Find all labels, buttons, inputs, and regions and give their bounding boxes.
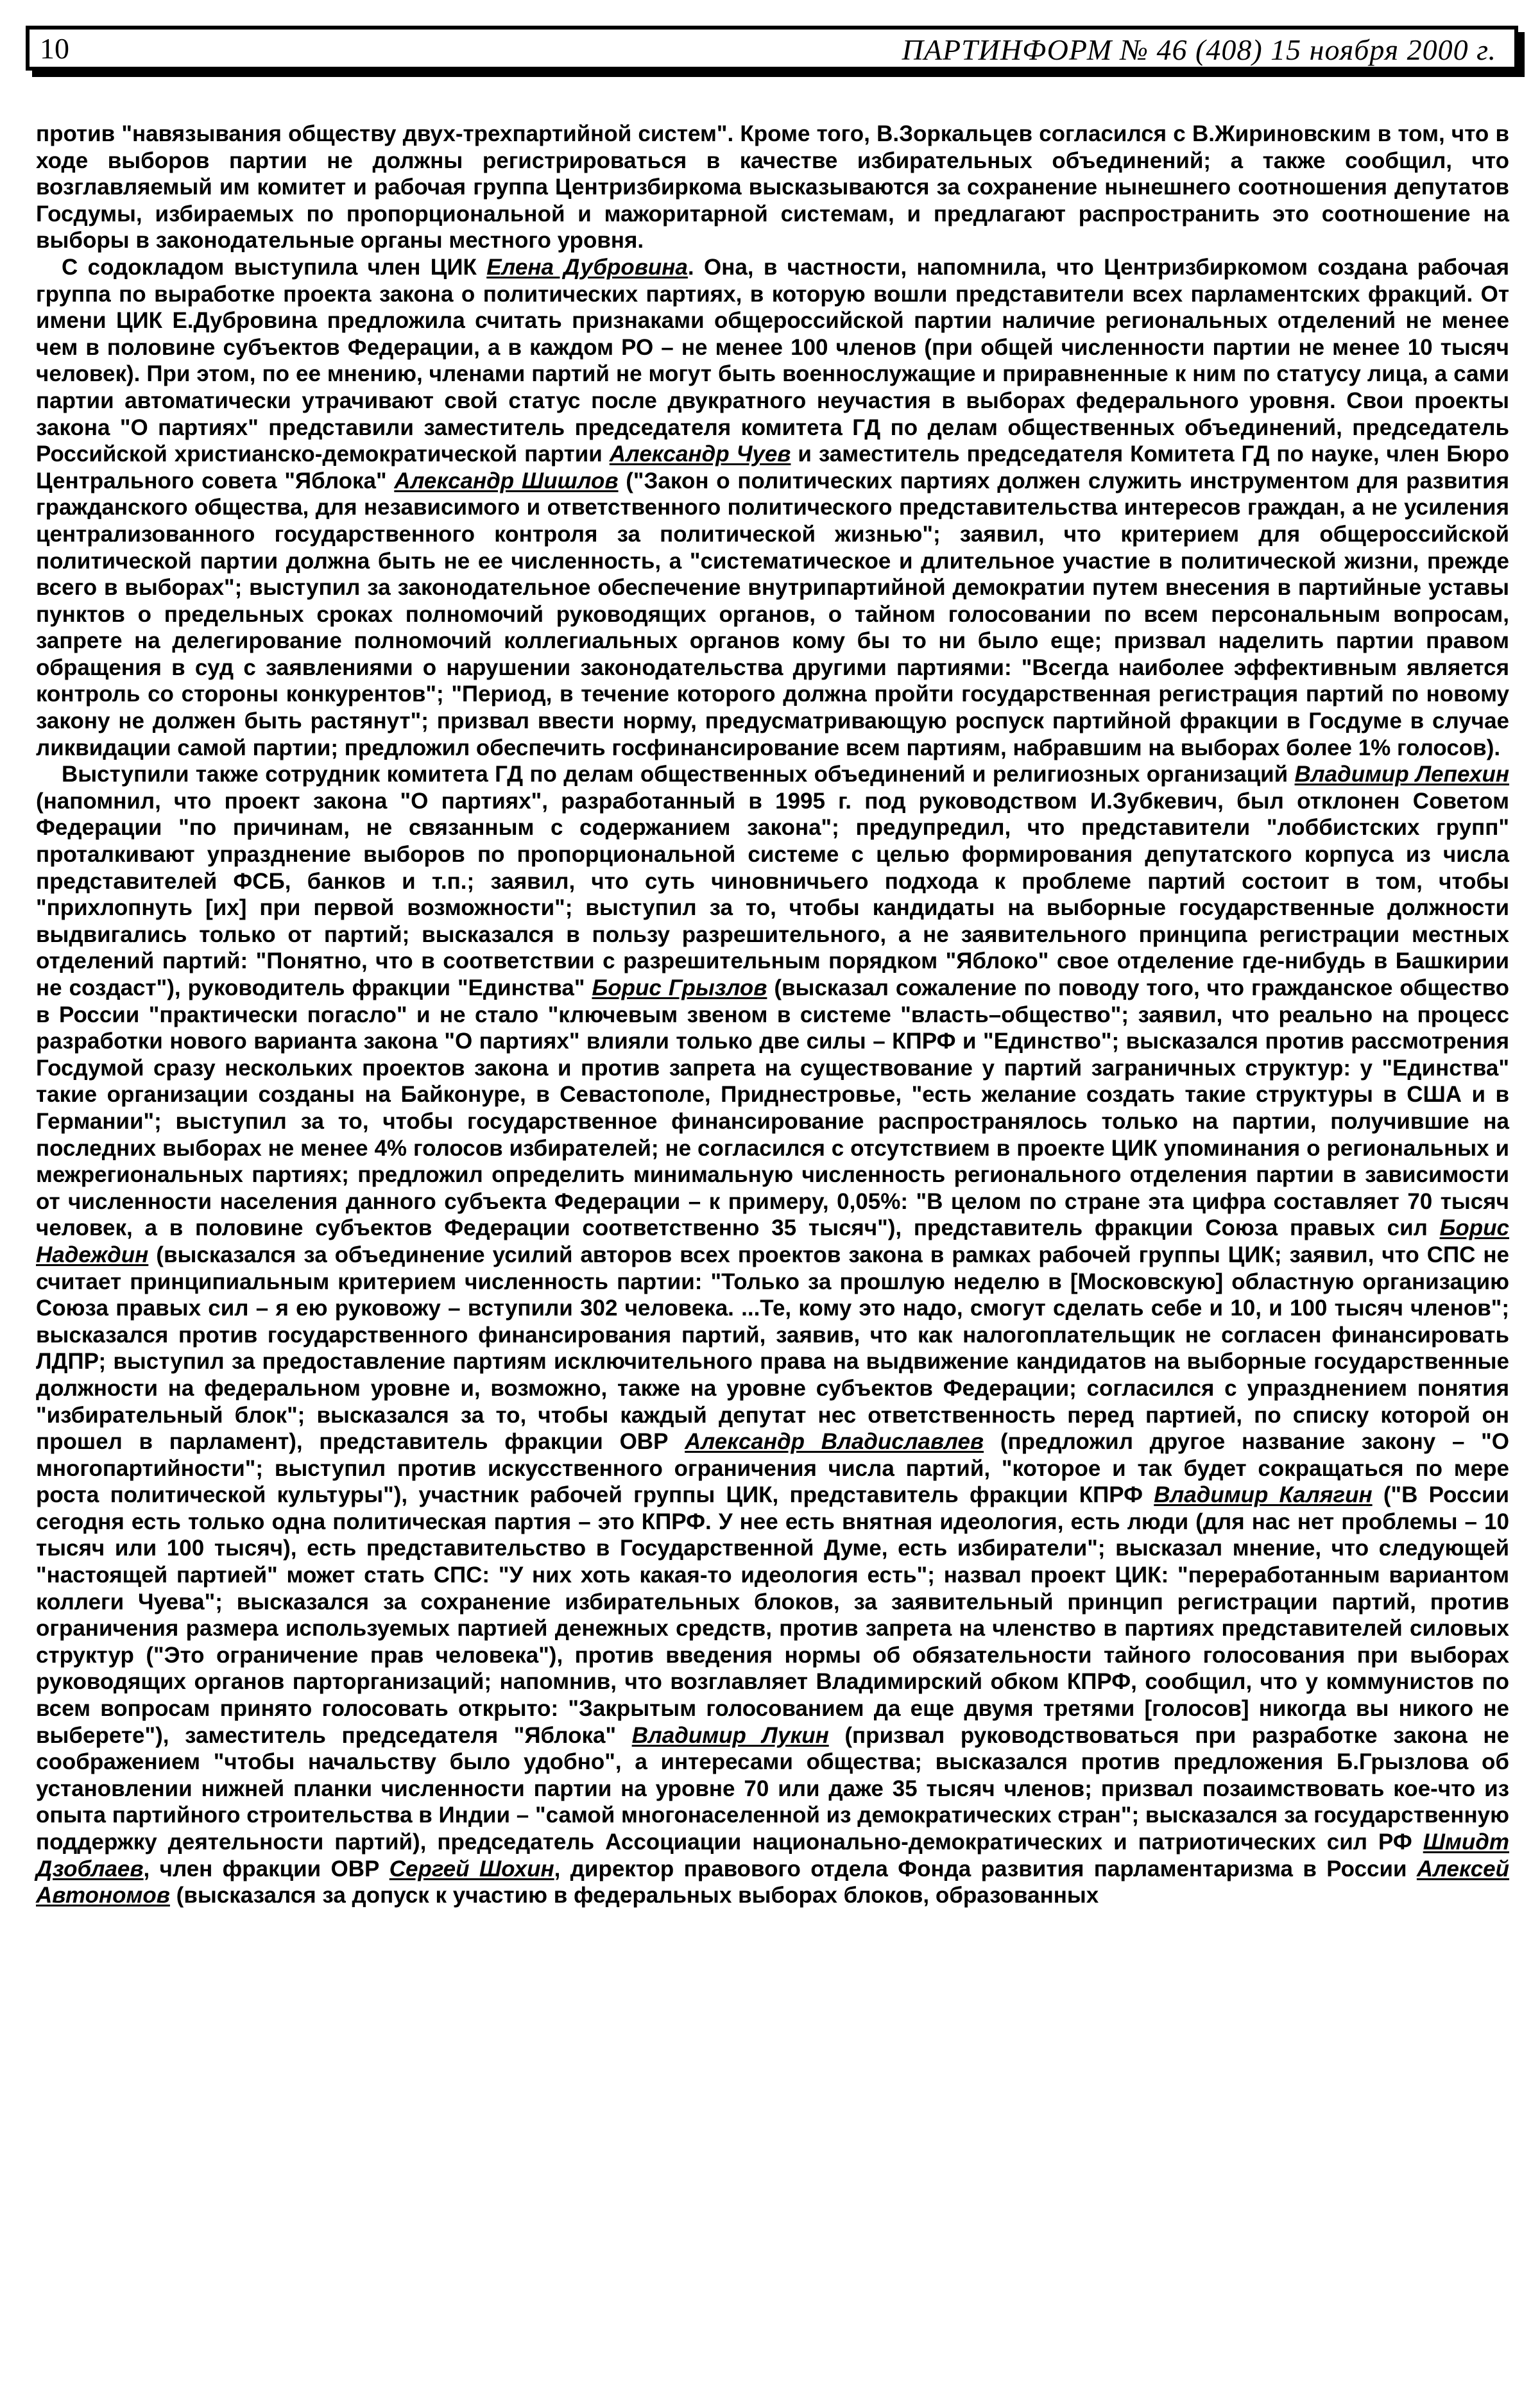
person-name: Владимир Лепехин (1294, 762, 1509, 787)
paragraph-text: Выступили также сотрудник комитета ГД по делам общественных объединений и религиозных организаций (62, 762, 1295, 787)
masthead-title: ПАРТИНФОРМ № 46 (408) 15 ноября 2000 г. (902, 33, 1496, 66)
paragraph-text: (высказался за допуск к участию в федеральных выборах блоков, образованных (169, 1883, 1099, 1908)
paragraph-text: против "навязывания обществу двух-трехпартийной систем". Кроме того, В.Зоркальцев согласился с В.Жириновским в том, что в ходе выборов партии не должны регистрироваться в качестве избирательных объединений; а также сообщил, что возглавляемый им комитет и рабочая группа Центризбиркома высказываются за сохранение нынешнего соотношения депутатов Госдумы, избираемых по пропорциональной и мажоритарной системам, и предлагают распространить это соотношение на выборы в законодательные органы местного уровня. (36, 121, 1509, 253)
paragraph-1 (36, 121, 1509, 254)
paragraph-text: ("В России сегодня есть только одна политическая партия – это КПРФ. У нее есть внятная идеология, есть люди (для нас нет проблемы – 10 тысяч или 100 тысяч), есть представительство в Государственной Думе, есть избиратели"; высказал мнение, что следующей "настоящей партией" может стать СПС: "У них хоть какая-то идеология есть"; назвал проект ЦИК: "переработанным вариантом коллеги Чуева"; высказался за сохранение избирательных блоков, за заявительный принцип регистрации партий, против ограничения размера используемых партией денежных средств, против запрета на членство в партиях представителей силовых структур ("Это ограничение прав человека"), против введения нормы об обязательности тайного голосования при выборах руководящих органов парторганизаций; напомнив, что возглавляет Владимирский обком КПРФ, сообщил, что у коммунистов по всем вопросам принято голосовать открыто: "Закрытым голосованием да еще двумя третями [голосов] никогда вы никого не выберете"), заместитель председателя "Яблока" (36, 1482, 1509, 1748)
person-name: Борис Надеждин (36, 1215, 1509, 1267)
paragraph-text: (предложил другое название закону – "О многопартийности"; выступил против искусственного ограничения числа партий, "которое и так будет сокращаться по мере роста политической культуры"), участник рабочей группы ЦИК, представитель фракции КПРФ (36, 1429, 1510, 1508)
person-name: Алексей Автономов (36, 1856, 1510, 1908)
article-body (36, 121, 1509, 1909)
person-name: Шмидт Дзоблаев (36, 1829, 1509, 1881)
paragraph-text: и заместитель председателя Комитета ГД по науке, член Бюро Центрального совета "Яблока" (36, 441, 1510, 493)
person-name: Елена Дубровина (486, 254, 688, 280)
page-header (26, 26, 1518, 71)
paragraph-text: (призвал руководствоваться при разработке закона не соображением "чтобы начальству было удобно", а интересами общества; высказался против предложения Б.Грызлова об установлении нижней планки численности партии на уровне 70 или даже 35 тысяч членов; призвал позаимствовать кое-что из опыта партийного строительства в Индии – "самой многонаселенной из демократических стран"; высказался за государственную поддержку деятельности партий), председатель Ассоциации национально-демократических и патриотических сил РФ (36, 1722, 1510, 1855)
paragraph-text: ("Закон о политических партиях должен служить инструментом для развития гражданского общества, для независимого и ответственного политического представительства интересов граждан, а не усиления централизованного государственного контроля за политической жизнью"; заявил, что критерием для общероссийской политической партии должна быть не ее численность, а "систематическое и длительное участие в политической жизни, прежде всего в выборах"; выступил за законодательное обеспечение внутрипартийной демократии путем внесения в партийные уставы пунктов о предельных сроках полномочий руководящих органов, о тайном голосовании по всем персональным вопросам, запрете на делегирование полномочий коллегиальных органов кому бы то ни было еще; призвал наделить партии правом обращения в суд с заявлениями о нарушении законодательства другими партиями: "Всегда наиболее эффективным является контроль со стороны конкурентов"; "Период, в течение которого должна пройти государственная регистрация партий по новому закону не должен быть растянут"; призвал ввести норму, предусматривающую роспуск партийной фракции в Госдуме в случае ликвидации самой партии; предложил обеспечить госфинансирование всем партиям, набравшим на выборах более 1% голосов). (36, 468, 1509, 760)
paragraph-2 (36, 254, 1509, 761)
person-name: Борис Грызлов (592, 975, 767, 1000)
person-name: Владимир Калягин (1154, 1482, 1373, 1508)
person-name: Александр Шишлов (394, 468, 619, 493)
paragraph-text: (высказал сожаление по поводу того, что гражданское общество в России "практически погасло" и не стало "ключевым звеном в системе "власть–общество"; заявил, что реально на процесс разработки нового варианта закона "О партиях" влияли только две силы – КПРФ и "Единство"; высказался против рассмотрения Госдумой сразу нескольких проектов закона и против запрета на существование у партий заграничных структур: у "Единства" такие организации созданы на Байконуре, в Севастополе, Приднестровье, "есть желание создать такие структуры в США и в Германии"; выступил за то, чтобы государственное финансирование распространялось только на партии, получившие на последних выборах не менее 4% голосов избирателей; не согласился с отсутствием в проекте ЦИК упоминания о региональных и межрегиональных партиях; предложил определить минимальную численность регионального отделения партии в зависимости от численности населения данного субъекта Федерации – к примеру, 0,05%: "В целом по стране эта цифра составляет 70 тысяч человек, а в половине субъектов Федерации соответственно 35 тысяч"), представитель фракции Союза правых сил (36, 975, 1509, 1241)
paragraph-text: (напомнил, что проект закона "О партиях", разработанный в 1995 г. под руководством И.Зубкевич, был отклонен Советом Федерации "по причинам, не связанным с содержанием закона"; предупредил, что представители "лоббистских групп" проталкивают упразднение выборов по пропорциональной системе с целью формирования депутатского корпуса из числа представителей ФСБ, банков и т.п.; заявил, что суть чиновничьего подхода к проблеме партий состоит в том, чтобы "прихлопнуть [их] при первой возможности"; выступил за то, чтобы кандидаты на выборные государственные должности выдвигались только от партий; высказался в пользу разрешительного, а не заявительного принципа регистрации местных отделений партий: "Понятно, что в соответствии с разрешительным порядком "Яблоко" свое отделение где-нибудь в Башкирии не создаст"), руководитель фракции "Единства" (36, 788, 1509, 1000)
person-name: Сергей Шохин (389, 1856, 554, 1881)
paragraph-text: , директор правового отдела Фонда развития парламентаризма в России (554, 1856, 1417, 1881)
paragraph-text: . Она, в частности, напомнила, что Центризбиркомом создана рабочая группа по выработке проекта закона о политических партиях, в которую вошли представители всех парламентских фракций. От имени ЦИК Е.Дубровина предложила считать признаками общероссийской партии наличие региональных отделений не менее чем в половине субъектов Федерации, а в каждом РО – не менее 100 членов (при общей численности партии не менее 10 тысяч человек). При этом, по ее мнению, членами партий не могут быть военнослужащие и приравненные к ним по статусу лица, а сами партии автоматически утрачивают свой статус после двукратного неучастия в выборах федерального уровня. Свои проекты закона "О партиях" представили заместитель председателя комитета ГД по делам общественных объединений, председатель Российской христианско-демократической партии (36, 254, 1509, 467)
paragraph-3 (36, 761, 1509, 1909)
paragraph-text: С содокладом выступила член ЦИК (62, 254, 487, 280)
person-name: Владимир Лукин (631, 1722, 829, 1748)
paragraph-text: , член фракции ОВР (143, 1856, 389, 1881)
page-number: 10 (40, 32, 69, 65)
person-name: Александр Владиславлев (685, 1429, 984, 1455)
paragraph-text: (высказался за объединение усилий авторов всех проектов закона в рамках рабочей группы ЦИК; заявил, что СПС не считает принципиальным критерием численность партии: "Только за прошлую неделю в [Московскую] областную организацию Союза правых сил – я ею руковожу – вступили 302 человека. ...Те, кому это надо, смогут сделать себе и 10, и 100 тысяч членов"; высказался против государственного финансирования партий, заявив, что как налогоплательщик не согласен финансировать ЛДПР; выступил за предоставление партиям исключительного права на выдвижение кандидатов на выборные государственные должности на федеральном уровне и, возможно, также на уровне субъектов Федерации; согласился с упразднением понятия "избирательный блок"; высказался за то, чтобы каждый депутат нес ответственность перед партией, по списку которой он прошел в парламент), представитель фракции ОВР (36, 1242, 1509, 1455)
person-name: Александр Чуев (609, 441, 791, 467)
